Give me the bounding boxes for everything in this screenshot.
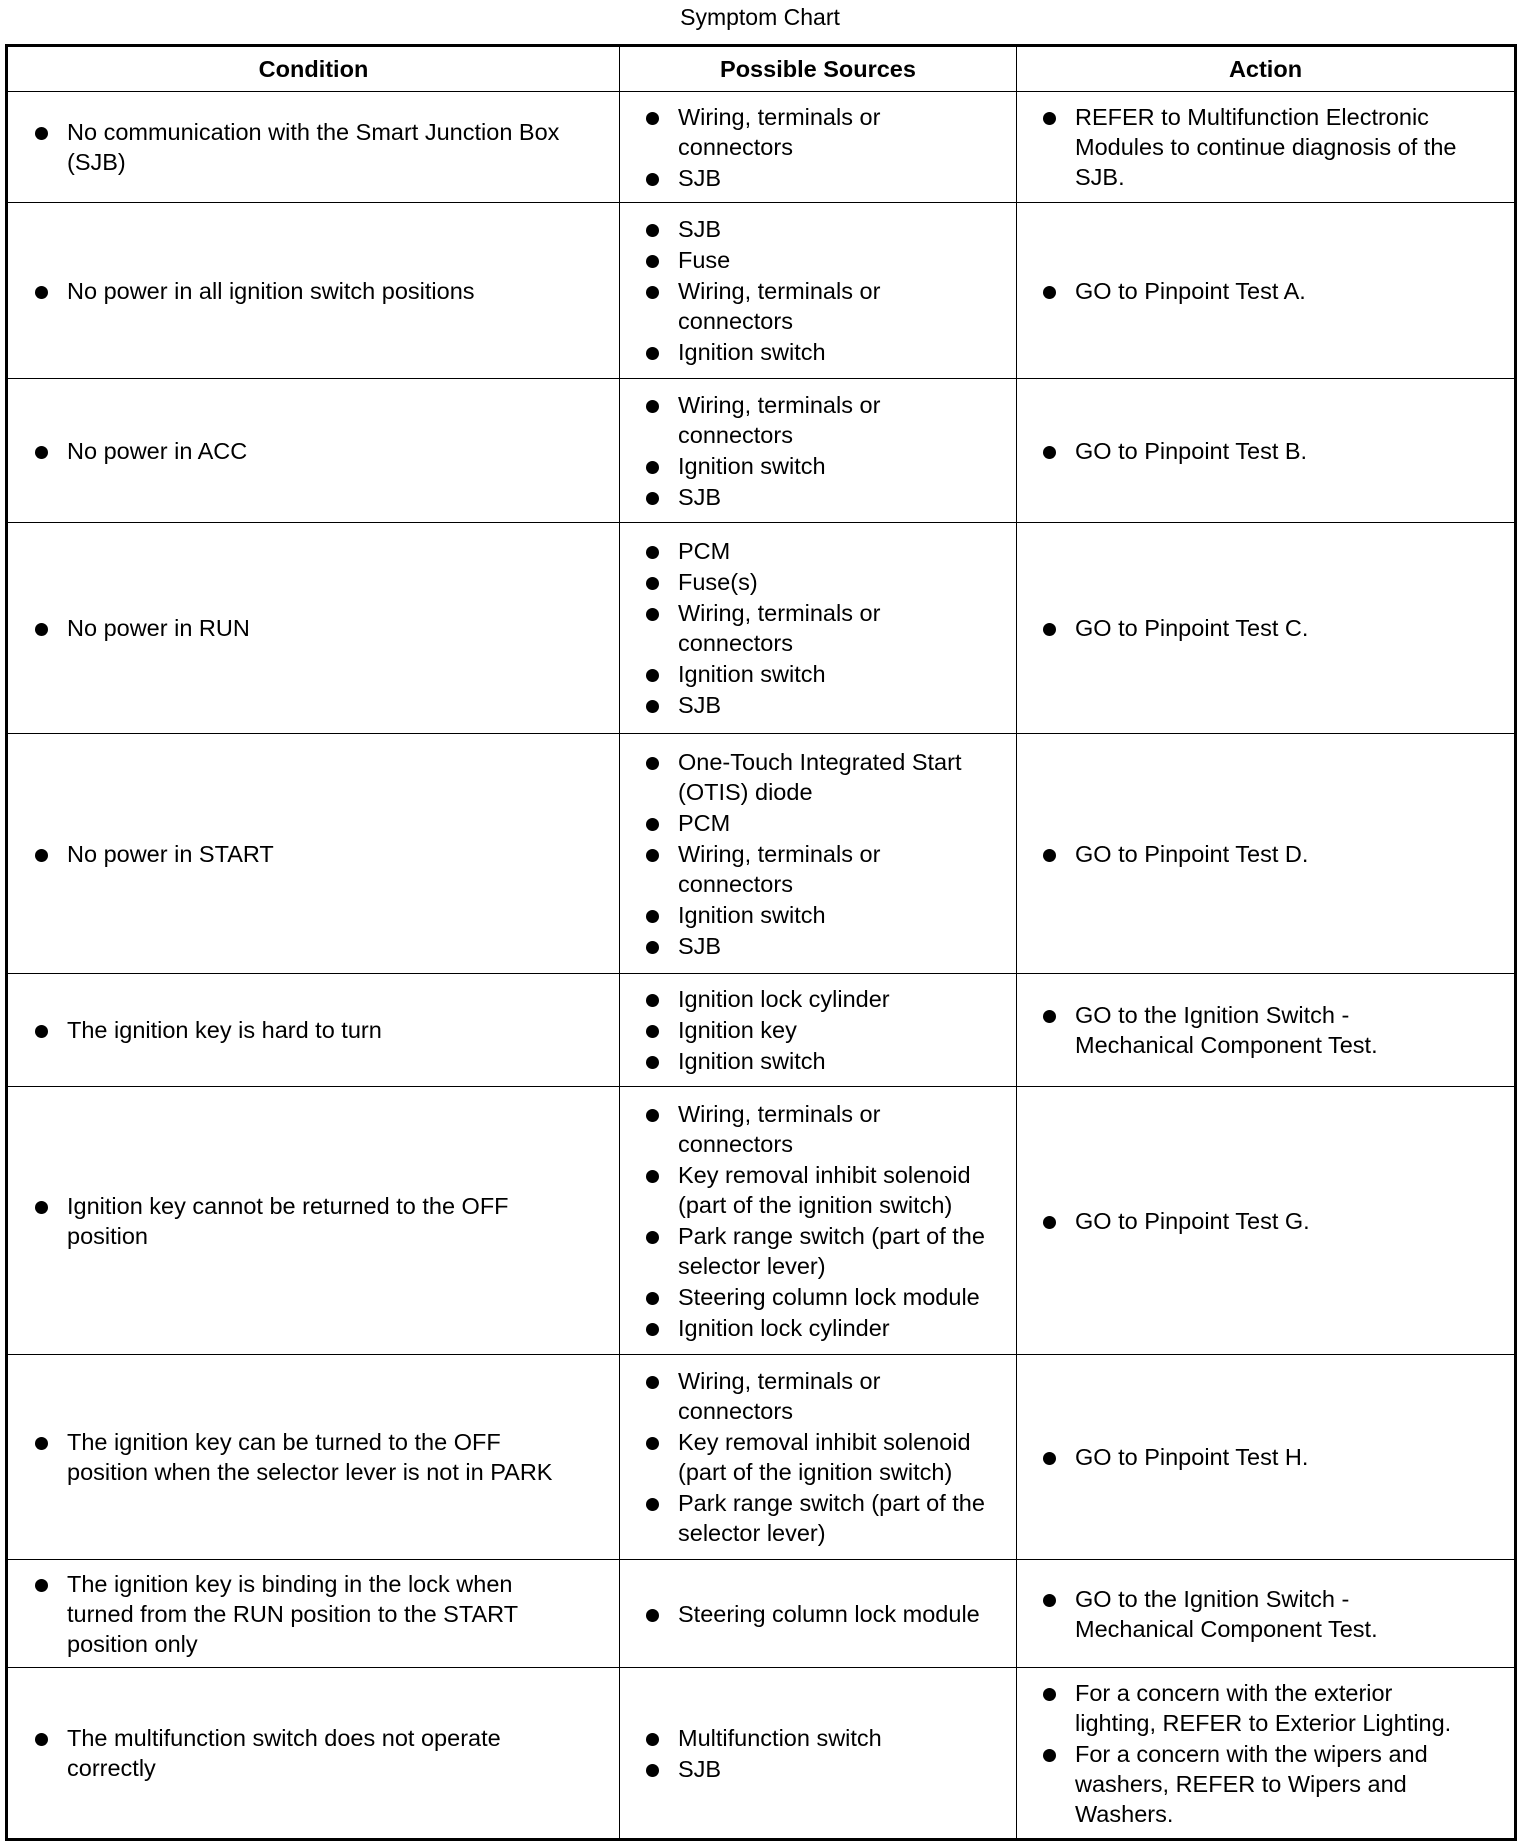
bullet-list xyxy=(620,984,1008,1076)
bullet-icon xyxy=(646,1376,659,1389)
list-item xyxy=(620,931,1008,961)
list-item xyxy=(8,1015,611,1045)
item-text-line: GO to the Ignition Switch - xyxy=(1075,1585,1350,1612)
bullet-icon xyxy=(1043,1749,1056,1762)
list-item xyxy=(620,276,1008,336)
item-text-line: The ignition key is hard to turn xyxy=(67,1017,382,1043)
bullet-list xyxy=(1017,613,1506,643)
item-text-line: Ignition switch xyxy=(678,339,826,365)
bullet-icon xyxy=(35,127,48,140)
bullet-icon xyxy=(646,669,659,682)
list-item xyxy=(620,390,1008,450)
bullet-icon xyxy=(35,1437,48,1450)
table-row xyxy=(7,1560,1516,1668)
bullet-icon xyxy=(1043,1010,1056,1023)
item-text-line: Ignition lock cylinder xyxy=(678,1314,890,1341)
bullet-icon xyxy=(646,1109,659,1122)
item-text-line: GO to Pinpoint Test B. xyxy=(1075,437,1308,464)
item-text-line: Fuse xyxy=(678,247,731,273)
bullet-list xyxy=(1017,1584,1506,1644)
item-text-line: washers, REFER to Wipers and xyxy=(1075,1770,1407,1797)
possible-sources-cell xyxy=(620,974,1017,1087)
condition-cell xyxy=(7,523,620,734)
bullet-list xyxy=(8,1191,611,1251)
list-item xyxy=(620,839,1008,899)
item-text-line: Ignition switch xyxy=(678,661,826,687)
list-item xyxy=(8,1723,611,1783)
item-text-line: connectors xyxy=(678,133,793,160)
item-text-line: Steering column lock module xyxy=(678,1283,980,1310)
item-text-line: Mechanical Component Test. xyxy=(1075,1615,1378,1642)
condition-cell xyxy=(7,1087,620,1355)
item-text-line: SJB xyxy=(678,692,722,718)
item-text-line: Ignition switch xyxy=(678,452,826,479)
item-text-line: position only xyxy=(67,1630,198,1657)
item-text-line: Wiring, terminals or xyxy=(678,600,881,626)
possible-sources-cell xyxy=(620,734,1017,974)
bullet-icon xyxy=(646,1733,659,1746)
item-text-line: For a concern with the wipers and xyxy=(1075,1740,1428,1767)
item-text-line: One-Touch Integrated Start xyxy=(678,748,962,775)
action-cell xyxy=(1017,974,1516,1087)
item-text-line: (OTIS) diode xyxy=(678,778,813,805)
action-cell xyxy=(1017,379,1516,523)
list-item xyxy=(1017,1206,1506,1236)
list-item xyxy=(620,1099,1008,1159)
table-row xyxy=(7,1087,1516,1355)
bullet-icon xyxy=(1043,112,1056,125)
bullet-list xyxy=(8,1015,611,1045)
bullet-icon xyxy=(646,255,659,268)
item-text-line: Wiring, terminals or xyxy=(678,103,881,130)
item-text-line: Ignition key xyxy=(678,1017,797,1043)
chart-body xyxy=(7,92,1516,1840)
item-text-line: Key removal inhibit solenoid xyxy=(678,1429,971,1455)
list-item xyxy=(620,1313,1008,1343)
bullet-icon xyxy=(35,446,48,459)
item-text-line: GO to Pinpoint Test A. xyxy=(1075,277,1306,304)
list-item xyxy=(620,1754,1008,1784)
item-text-line: Key removal inhibit solenoid xyxy=(678,1161,971,1188)
bullet-list xyxy=(620,1099,1008,1343)
bullet-icon xyxy=(35,1733,48,1746)
item-text-line: For a concern with the exterior xyxy=(1075,1679,1393,1706)
item-text-line: (part of the ignition switch) xyxy=(678,1459,953,1485)
list-item xyxy=(620,900,1008,930)
list-item xyxy=(620,451,1008,481)
bullet-icon xyxy=(646,546,659,559)
bullet-icon xyxy=(646,700,659,713)
list-item xyxy=(620,1015,1008,1045)
bullet-list xyxy=(8,436,611,466)
list-item xyxy=(1017,1442,1506,1472)
action-cell xyxy=(1017,1355,1516,1560)
bullet-icon xyxy=(646,994,659,1007)
item-text-line: No power in all ignition switch positions xyxy=(67,277,475,304)
list-item xyxy=(620,659,1008,689)
list-item xyxy=(8,436,611,466)
item-text-line: Ignition switch xyxy=(678,901,826,928)
bullet-icon xyxy=(1043,286,1056,299)
bullet-list xyxy=(8,1723,611,1783)
possible-sources-cell xyxy=(620,1355,1017,1560)
bullet-icon xyxy=(646,757,659,770)
item-text-line: The ignition key is binding in the lock when xyxy=(67,1570,513,1597)
item-text-line: Ignition key cannot be returned to the OFF xyxy=(67,1192,509,1219)
list-item xyxy=(620,1599,1008,1629)
item-text-line: Wiring, terminals or xyxy=(678,1368,881,1394)
condition-cell xyxy=(7,379,620,523)
bullet-icon xyxy=(646,492,659,505)
bullet-icon xyxy=(35,623,48,636)
bullet-icon xyxy=(646,173,659,186)
bullet-icon xyxy=(1043,1688,1056,1701)
item-text-line: position when the selector lever is not in PARK xyxy=(67,1459,553,1485)
list-item xyxy=(620,214,1008,244)
action-cell xyxy=(1017,1087,1516,1355)
item-text-line: Park range switch (part of the xyxy=(678,1222,985,1249)
item-text-line: SJB xyxy=(678,216,722,242)
list-item xyxy=(620,337,1008,367)
bullet-list xyxy=(1017,276,1506,306)
list-item xyxy=(620,1427,1008,1487)
item-text-line: SJB xyxy=(678,1755,722,1782)
item-text-line: Steering column lock module xyxy=(678,1600,980,1627)
item-text-line: GO to Pinpoint Test C. xyxy=(1075,615,1309,641)
item-text-line: (SJB) xyxy=(67,149,126,175)
bullet-icon xyxy=(35,286,48,299)
bullet-icon xyxy=(646,1609,659,1622)
list-item xyxy=(8,1427,611,1487)
item-text-line: The ignition key can be turned to the OFF xyxy=(67,1429,501,1455)
header-possible-sources: Possible Sources xyxy=(620,46,1017,92)
header-condition: Condition xyxy=(7,46,620,92)
bullet-list xyxy=(1017,1442,1506,1472)
item-text-line: Fuse(s) xyxy=(678,569,758,595)
item-text-line: No power in ACC xyxy=(67,437,248,464)
bullet-icon xyxy=(646,224,659,237)
bullet-icon xyxy=(646,400,659,413)
action-cell xyxy=(1017,203,1516,379)
chart-title: Symptom Chart xyxy=(680,4,840,30)
bullet-icon xyxy=(646,1025,659,1038)
bullet-icon xyxy=(646,849,659,862)
list-item xyxy=(620,1723,1008,1753)
bullet-icon xyxy=(646,818,659,831)
bullet-icon xyxy=(1043,1216,1056,1229)
condition-cell xyxy=(7,1560,620,1668)
bullet-icon xyxy=(35,849,48,862)
item-text-line: SJB xyxy=(678,164,722,191)
bullet-icon xyxy=(646,910,659,923)
list-item xyxy=(8,117,611,177)
list-item xyxy=(1017,839,1506,869)
item-text-line: connectors xyxy=(678,870,793,897)
item-text-line: selector lever) xyxy=(678,1520,826,1546)
bullet-list xyxy=(8,613,611,643)
item-text-line: GO to Pinpoint Test G. xyxy=(1075,1207,1310,1234)
list-item xyxy=(8,613,611,643)
bullet-list xyxy=(1017,102,1506,192)
item-text-line: Wiring, terminals or xyxy=(678,391,881,418)
bullet-list xyxy=(1017,1206,1506,1236)
table-row xyxy=(7,523,1516,734)
bullet-icon xyxy=(1043,446,1056,459)
possible-sources-cell xyxy=(620,1560,1017,1668)
action-cell xyxy=(1017,734,1516,974)
item-text-line: Washers. xyxy=(1075,1800,1174,1827)
condition-cell xyxy=(7,92,620,203)
condition-cell xyxy=(7,1355,620,1560)
item-text-line: connectors xyxy=(678,630,793,656)
bullet-list xyxy=(1017,839,1506,869)
item-text-line: SJB xyxy=(678,483,722,510)
item-text-line: PCM xyxy=(678,538,731,564)
item-text-line: Ignition lock cylinder xyxy=(678,986,890,1012)
condition-cell xyxy=(7,203,620,379)
condition-cell xyxy=(7,974,620,1087)
possible-sources-cell xyxy=(620,1087,1017,1355)
bullet-list xyxy=(620,102,1008,193)
symptom-chart-table xyxy=(5,44,1517,1841)
item-text-line: Wiring, terminals or xyxy=(678,840,881,867)
bullet-list xyxy=(620,390,1008,512)
item-text-line: No communication with the Smart Junction Box xyxy=(67,119,560,145)
list-item xyxy=(1017,1000,1506,1060)
item-text-line: correctly xyxy=(67,1755,156,1781)
item-text-line: GO to Pinpoint Test D. xyxy=(1075,840,1309,867)
list-item xyxy=(620,482,1008,512)
condition-cell xyxy=(7,734,620,974)
list-item xyxy=(620,1221,1008,1281)
bullet-list xyxy=(8,117,611,177)
list-item xyxy=(620,163,1008,193)
possible-sources-cell xyxy=(620,203,1017,379)
action-cell xyxy=(1017,1560,1516,1668)
bullet-icon xyxy=(1043,623,1056,636)
list-item xyxy=(620,567,1008,597)
header-row xyxy=(7,46,1516,92)
item-text-line: Mechanical Component Test. xyxy=(1075,1032,1378,1058)
list-item xyxy=(1017,1739,1506,1829)
item-text-line: Park range switch (part of the xyxy=(678,1490,985,1516)
item-text-line: GO to the Ignition Switch - xyxy=(1075,1002,1350,1028)
item-text-line: (part of the ignition switch) xyxy=(678,1191,953,1218)
bullet-icon xyxy=(1043,1452,1056,1465)
bullet-icon xyxy=(35,1201,48,1214)
item-text-line: Multifunction switch xyxy=(678,1724,882,1751)
bullet-icon xyxy=(646,1498,659,1511)
list-item xyxy=(620,102,1008,162)
bullet-icon xyxy=(646,608,659,621)
item-text-line: position xyxy=(67,1222,148,1249)
bullet-list xyxy=(8,1569,611,1659)
bullet-list xyxy=(8,276,611,306)
item-text-line: Ignition switch xyxy=(678,1048,826,1074)
bullet-icon xyxy=(646,347,659,360)
bullet-icon xyxy=(646,941,659,954)
list-item xyxy=(1017,1678,1506,1738)
list-item xyxy=(8,1191,611,1251)
table-row xyxy=(7,974,1516,1087)
item-text-line: No power in START xyxy=(67,840,274,867)
bullet-list xyxy=(1017,1000,1506,1060)
list-item xyxy=(620,808,1008,838)
possible-sources-cell xyxy=(620,379,1017,523)
list-item xyxy=(1017,436,1506,466)
bullet-icon xyxy=(646,1764,659,1777)
bullet-icon xyxy=(646,577,659,590)
item-text-line: Wiring, terminals or xyxy=(678,278,881,304)
item-text-line: REFER to Multifunction Electronic xyxy=(1075,104,1429,130)
item-text-line: connectors xyxy=(678,1398,793,1424)
bullet-icon xyxy=(1043,1594,1056,1607)
item-text-line: SJB xyxy=(678,932,722,959)
list-item xyxy=(620,984,1008,1014)
list-item xyxy=(620,690,1008,720)
bullet-list xyxy=(8,1427,611,1487)
table-row xyxy=(7,203,1516,379)
item-text-line: SJB. xyxy=(1075,164,1125,190)
list-item xyxy=(620,1366,1008,1426)
possible-sources-cell xyxy=(620,523,1017,734)
item-text-line: selector lever) xyxy=(678,1252,826,1279)
bullet-icon xyxy=(646,1056,659,1069)
list-item xyxy=(620,245,1008,275)
item-text-line: GO to Pinpoint Test H. xyxy=(1075,1444,1309,1470)
list-item xyxy=(8,839,611,869)
list-item xyxy=(8,276,611,306)
item-text-line: PCM xyxy=(678,809,731,836)
bullet-list xyxy=(620,747,1008,961)
bullet-icon xyxy=(646,1292,659,1305)
header-action: Action xyxy=(1017,46,1516,92)
list-item xyxy=(620,1046,1008,1076)
table-row xyxy=(7,379,1516,523)
bullet-list xyxy=(620,214,1008,367)
list-item xyxy=(1017,613,1506,643)
list-item xyxy=(620,747,1008,807)
list-item xyxy=(1017,1584,1506,1644)
list-item xyxy=(620,598,1008,658)
bullet-list xyxy=(620,1599,1008,1629)
list-item xyxy=(620,1282,1008,1312)
table-row xyxy=(7,92,1516,203)
bullet-list xyxy=(1017,1678,1506,1829)
bullet-icon xyxy=(35,1579,48,1592)
item-text-line: Wiring, terminals or xyxy=(678,1100,881,1127)
list-item xyxy=(620,1160,1008,1220)
item-text-line: connectors xyxy=(678,1130,793,1157)
table-row xyxy=(7,1668,1516,1840)
bullet-list xyxy=(1017,436,1506,466)
item-text-line: lighting, REFER to Exterior Lighting. xyxy=(1075,1709,1452,1736)
bullet-icon xyxy=(646,1437,659,1450)
action-cell xyxy=(1017,523,1516,734)
item-text-line: turned from the RUN position to the START xyxy=(67,1600,519,1627)
condition-cell xyxy=(7,1668,620,1840)
bullet-list xyxy=(620,1366,1008,1548)
bullet-list xyxy=(620,536,1008,720)
item-text-line: No power in RUN xyxy=(67,615,250,641)
table-row xyxy=(7,734,1516,974)
list-item xyxy=(620,536,1008,566)
item-text-line: Modules to continue diagnosis of the xyxy=(1075,134,1457,160)
bullet-icon xyxy=(646,112,659,125)
bullet-icon xyxy=(1043,849,1056,862)
bullet-icon xyxy=(646,1170,659,1183)
bullet-icon xyxy=(646,1231,659,1244)
list-item xyxy=(620,1488,1008,1548)
bullet-icon xyxy=(35,1025,48,1038)
possible-sources-cell xyxy=(620,1668,1017,1840)
item-text-line: connectors xyxy=(678,421,793,448)
action-cell xyxy=(1017,1668,1516,1840)
bullet-icon xyxy=(646,286,659,299)
possible-sources-cell xyxy=(620,92,1017,203)
bullet-list xyxy=(620,1723,1008,1784)
action-cell xyxy=(1017,92,1516,203)
bullet-list xyxy=(8,839,611,869)
list-item xyxy=(1017,102,1506,192)
item-text-line: connectors xyxy=(678,308,793,334)
table-row xyxy=(7,1355,1516,1560)
list-item xyxy=(8,1569,611,1659)
item-text-line: The multifunction switch does not operate xyxy=(67,1725,501,1751)
list-item xyxy=(1017,276,1506,306)
bullet-icon xyxy=(646,461,659,474)
bullet-icon xyxy=(646,1323,659,1336)
